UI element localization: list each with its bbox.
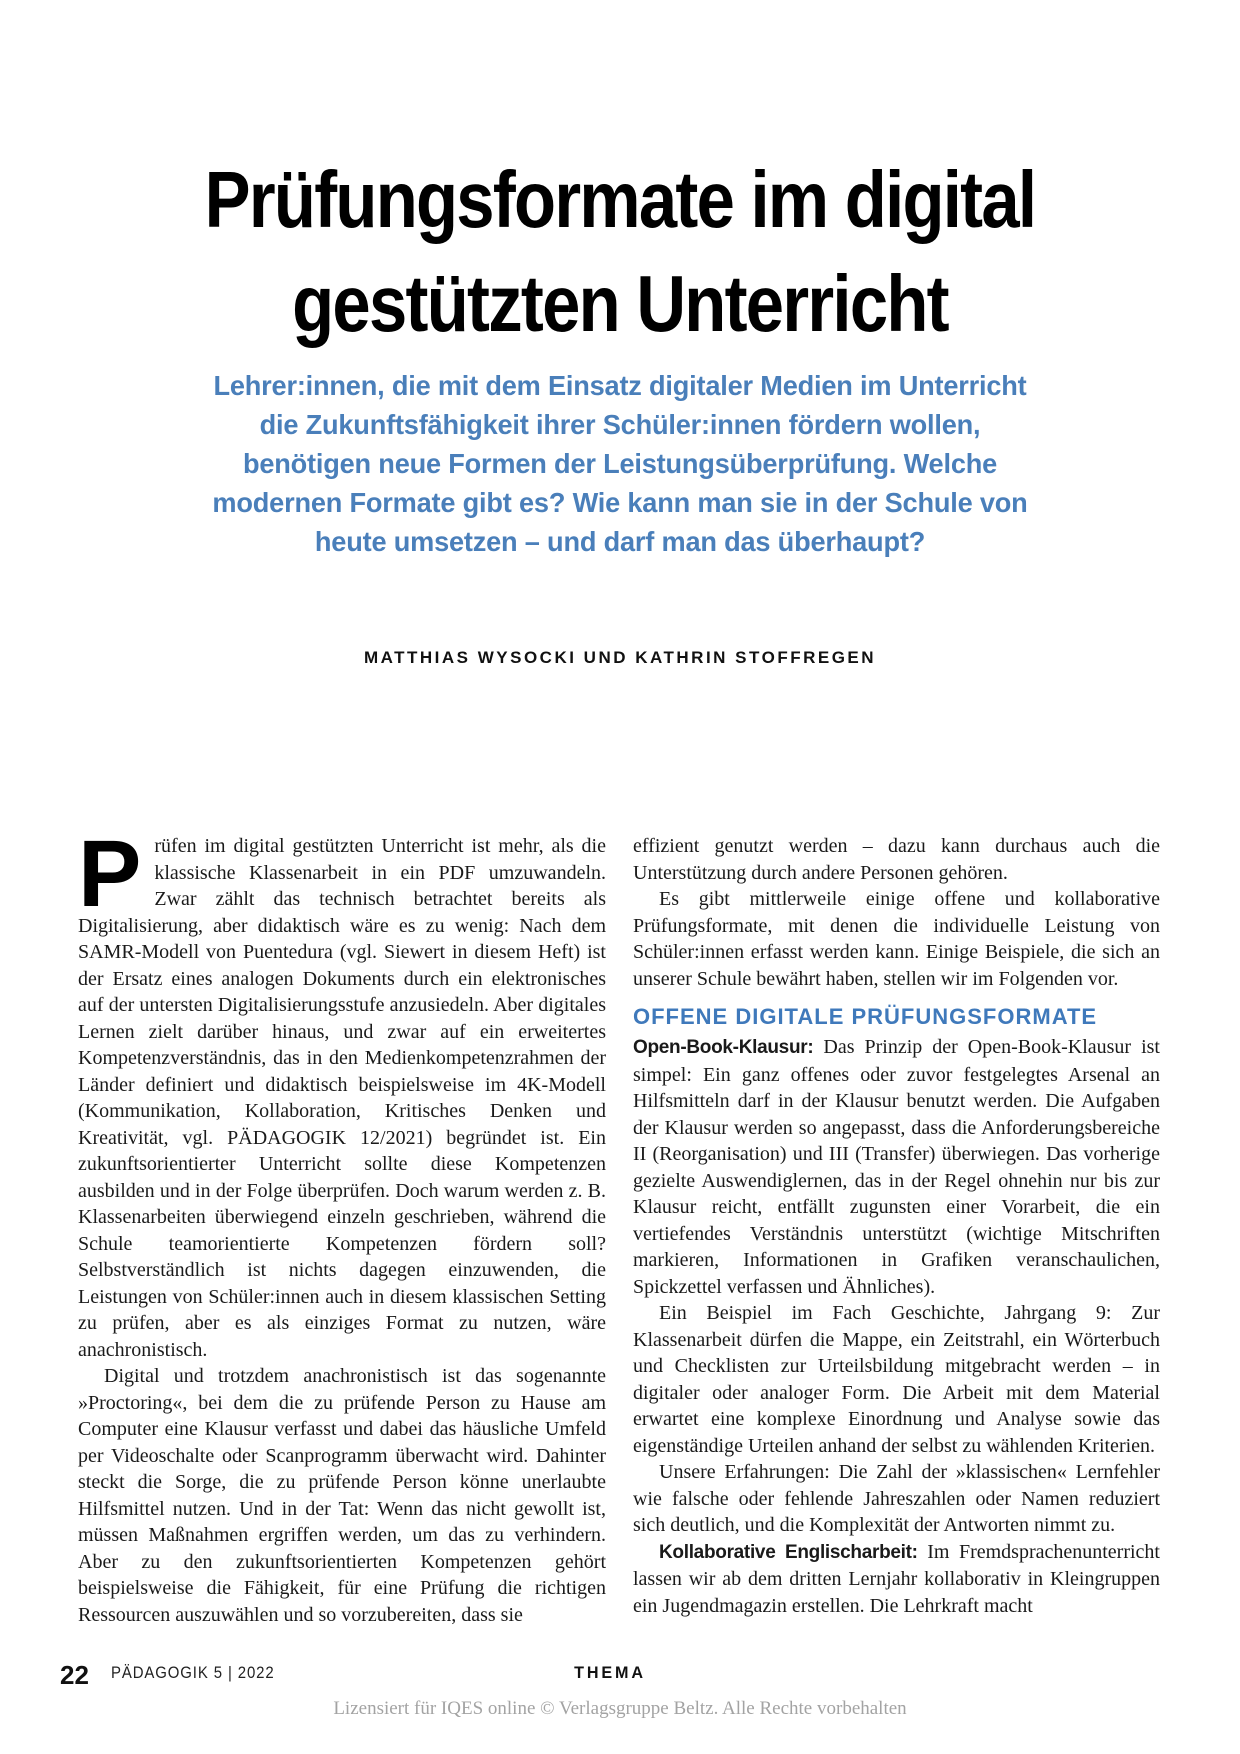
page-number: 22 bbox=[60, 1660, 89, 1690]
paragraph bbox=[633, 1034, 1160, 1300]
paragraph-lead: Kollaborative Englischarbeit: bbox=[659, 1541, 918, 1563]
right-column bbox=[633, 833, 1160, 1628]
page-title-line-2: gestützten Unterricht bbox=[292, 259, 948, 348]
paragraph: Digital und trotzdem anachronistisch ist das sogenannte »Proctoring«, bei dem die zu prüfende Person zu Hause am Computer eine Klausur verfasst und dabei das häusliche Umfeld per Videoschalte oder Scanprogramm überwacht wird. Dahinter steckt die Sorge, die zu prüfende Person könne unerlaubte Hilfsmittel nutzen. Und in der Tat: Wenn das nicht gewollt ist, müssen Maßnahmen ergriffen werden, um das zu verhindern. Aber zu den zukunftsorientierten Kompetenzen gehört beispielsweise die Fähigkeit, für eine Prüfung die richtigen Ressourcen auszuwählen und so vorzubereiten, dass sie bbox=[78, 1365, 606, 1626]
section-heading: OFFENE DIGITALE PRÜFUNGSFORMATE bbox=[633, 1004, 1098, 1029]
paragraph-text: Das Prinzip der Open-Book-Klausur ist simpel: Ein ganz offenes oder zuvor festgelegtes Arsenal an Hilfsmitteln darf in der Klausur benutzt werden. Die Aufgaben der Klausur werden so angepasst, dass die Anforderungsbereiche II (Reorganisation) und III (Transfer) überwiegen. Das vorherige gezielte Auswendiglernen, das in der Regel ohnehin nur bis zur Klausur reicht, entfällt zugunsten einer Vorarbeit, die ein vertiefendes Verständnis unterstützt (wichtige Mitschriften markieren, Informationen in Grafiken veranschaulichen, Spickzettel verfassen und Ähnliches). bbox=[633, 1036, 1160, 1298]
paragraph: Ein Beispiel im Fach Geschichte, Jahrgang 9: Zur Klassenarbeit dürfen die Mappe, ein Zeitstrahl, ein Wörterbuch und Checklisten zur Urteilsbildung mitgebracht werden – in digitaler oder analoger Form. Die Arbeit mit dem Material erwartet eine komplexe Einordnung und Analyse sowie das eigenständige Urteilen anhand der selbst zu wählenden Kriterien. bbox=[633, 1302, 1160, 1457]
license-line: Lizensiert für IQES online © Verlagsgruppe Beltz. Alle Rechte vorbehalten bbox=[333, 1698, 907, 1719]
author-line: MATTHIAS WYSOCKI UND KATHRIN STOFFREGEN bbox=[363, 648, 877, 667]
page-footer bbox=[60, 1660, 1160, 1694]
paragraph: effizient genutzt werden – dazu kann durchaus auch die Unterstützung durch andere Personen gehören. bbox=[633, 835, 1160, 884]
paragraph-lead: Open-Book-Klausur: bbox=[633, 1037, 814, 1058]
paragraph bbox=[78, 821, 606, 1363]
page-title-line-1: Prüfungsformate im digital bbox=[204, 155, 1036, 244]
page-title bbox=[87, 148, 1153, 356]
article-teaser bbox=[19, 366, 1222, 561]
article-body bbox=[78, 821, 1160, 1628]
left-column bbox=[78, 821, 606, 1628]
journal-issue-label: PÄDAGOGIK 5 | 2022 bbox=[110, 1662, 275, 1682]
teaser-line-1: Lehrer:innen, die mit dem Einsatz digitaler Medien im Unterricht bbox=[213, 370, 1027, 401]
teaser-line-3: benötigen neue Formen der Leistungsüberprüfung. Welche bbox=[242, 448, 998, 479]
drop-cap: P bbox=[78, 821, 142, 927]
paragraph bbox=[633, 1539, 1160, 1620]
section-label: THEMA bbox=[574, 1663, 646, 1682]
teaser-line-4: modernen Formate gibt es? Wie kann man sie in der Schule von bbox=[212, 487, 1028, 518]
paragraph: Unsere Erfahrungen: Die Zahl der »klassischen« Lernfehler wie falsche oder fehlende Jahreszahlen oder Namen reduziert sich deutlich, und die Komplexität der Antworten nimmt zu. bbox=[633, 1461, 1160, 1536]
paragraph-text: rüfen im digital gestützten Unterricht ist mehr, als die klassische Klassenarbeit in ein PDF umzuwandeln. Zwar zählt das technisch betrachtet bereits als Digitalisierung, aber didaktisch wäre es zu wenig: Nach dem SAMR-Modell von Puentedura (vgl. Siewert in diesem Heft) ist der Ersatz eines analogen Dokuments durch ein elektronisches auf der untersten Digitalisierungsstufe anzusiedeln. Aber digitales Lernen zielt darüber hinaus, und zwar auf ein erweitertes Kompetenzverständnis, das in den Medienkompetenzrahmen der Länder definiert und didaktisch beispielsweise im 4K-Modell (Kommunikation, Kollaboration, Kritisches Denken und Kreativität, vgl. PÄDAGOGIK 12/2021) begründet ist. Ein zukunftsorientierter Unterricht sollte diese Kompetenzen ausbilden und in der Folge überprüfen. Doch warum werden z. B. Klassenarbeiten überwiegend einzeln geschrieben, während die Schule teamorientierte Kompetenzen fördern soll? Selbstverständlich ist nichts dagegen einzuwenden, die Leistungen von Schüler:innen auch in diesem klassischen Setting zu prüfen, aber es als einziges Format zu nutzen, wäre anachronistisch. bbox=[78, 835, 606, 1361]
paragraph: Es gibt mittlerweile einige offene und kollaborative Prüfungsformate, mit denen die individuelle Leistung von Schüler:innen erfasst werden kann. Einige Beispiele, die sich an unserer Schule bewährt haben, stellen wir im Folgenden vor. bbox=[633, 888, 1160, 990]
teaser-line-5: heute umsetzen – und darf man das überhaupt? bbox=[314, 526, 926, 557]
teaser-line-2: die Zukunftsfähigkeit ihrer Schüler:innen fördern wollen, bbox=[259, 409, 981, 440]
paragraph-text: Im Fremdsprachenunterricht lassen wir ab dem dritten Lernjahr kollaborativ in Kleingruppen ein Jugendmagazin erstellen. Die Lehrkraft macht bbox=[633, 1540, 1160, 1617]
